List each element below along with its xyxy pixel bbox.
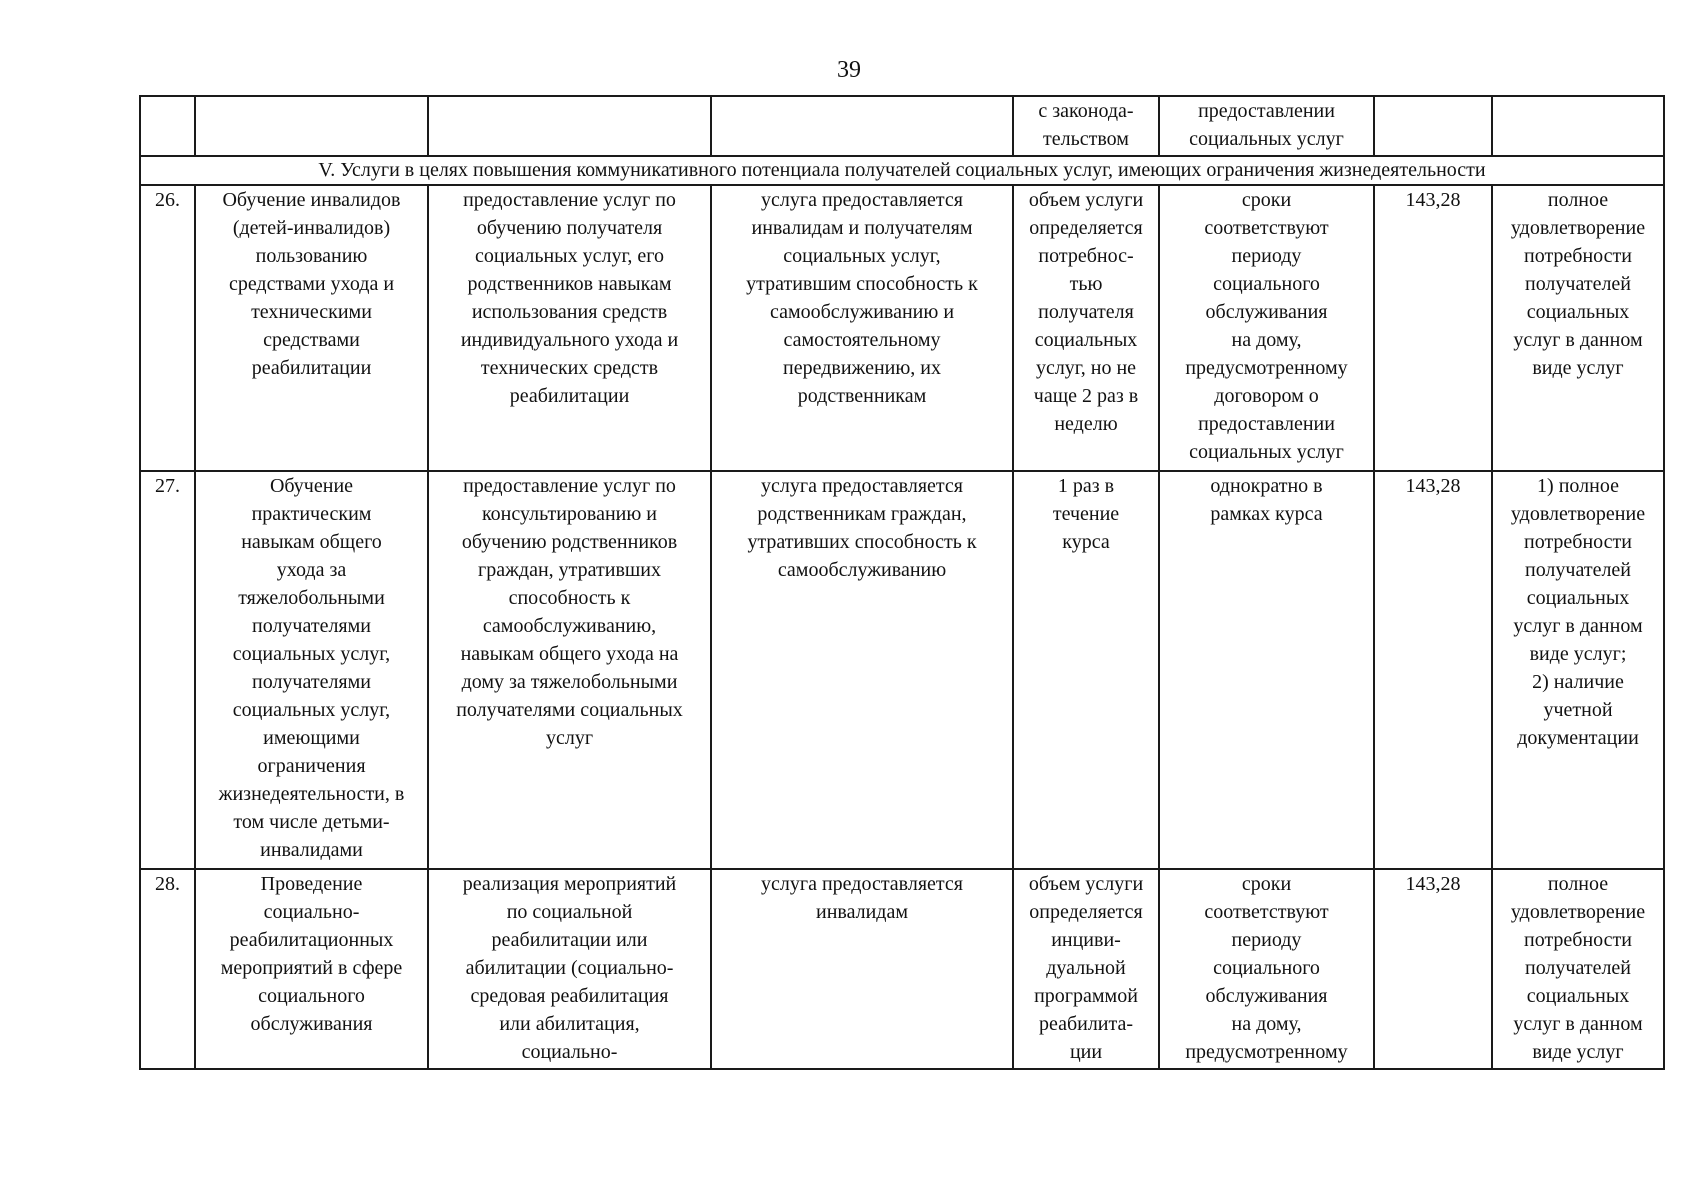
service-terms: сроки соответствуют периоду социального обслуживания на дому, предусмотренному договором о предоставлении социальных услуг bbox=[1159, 185, 1374, 471]
header-cell-terms: предоставлении социальных услуг bbox=[1159, 96, 1374, 156]
service-price: 143,28 bbox=[1374, 471, 1492, 869]
service-volume: 1 раз в течение курса bbox=[1013, 471, 1159, 869]
service-recipients: услуга предоставляется инвалидам и получателям социальных услуг, утратившим способность к самообслуживанию и самостоятельному передвижению, их родственникам bbox=[711, 185, 1013, 471]
service-price: 143,28 bbox=[1374, 869, 1492, 1069]
service-terms: однократно в рамках курса bbox=[1159, 471, 1374, 869]
header-continuation-row bbox=[140, 96, 1664, 156]
section-row bbox=[140, 156, 1664, 185]
service-recipients: услуга предоставляется родственникам граждан, утративших способность к самообслуживанию bbox=[711, 471, 1013, 869]
service-description: реализация мероприятий по социальной реабилитации или абилитации (социально- средовая реабилитация или абилитация, социально- bbox=[428, 869, 711, 1069]
service-recipients: услуга предоставляется инвалидам bbox=[711, 869, 1013, 1069]
service-price: 143,28 bbox=[1374, 185, 1492, 471]
service-criteria: полное удовлетворение потребности получателей социальных услуг в данном виде услуг bbox=[1492, 185, 1664, 471]
row-number: 27. bbox=[140, 471, 195, 869]
row-number: 26. bbox=[140, 185, 195, 471]
row-number: 28. bbox=[140, 869, 195, 1069]
service-volume: объем услуги определяется инциви- дуальной программой реабилита- ции bbox=[1013, 869, 1159, 1069]
page-number: 39 bbox=[837, 57, 861, 83]
table-row bbox=[140, 471, 1664, 869]
header-cell-volume: с законода- тельством bbox=[1013, 96, 1159, 156]
service-name: Проведение социально- реабилитационных мероприятий в сфере социального обслуживания bbox=[195, 869, 428, 1069]
service-terms: сроки соответствуют периоду социального обслуживания на дому, предусмотренному bbox=[1159, 869, 1374, 1069]
service-description: предоставление услуг по обучению получателя социальных услуг, его родственников навыкам использования средств индивидуального ухода и технических средств реабилитации bbox=[428, 185, 711, 471]
service-name: Обучение инвалидов (детей-инвалидов) пользованию средствами ухода и техническими средствами реабилитации bbox=[195, 185, 428, 471]
header-cell-description bbox=[428, 96, 711, 156]
header-cell-price bbox=[1374, 96, 1492, 156]
section-title: V. Услуги в целях повышения коммуникативного потенциала получателей социальных услуг, имеющих ограничения жизнедеятельности bbox=[140, 156, 1664, 185]
service-description: предоставление услуг по консультированию и обучению родственников граждан, утративших способность к самообслуживанию, навыкам общего ухода на дому за тяжелобольными получателями социальных услуг bbox=[428, 471, 711, 869]
header-cell-recipients bbox=[711, 96, 1013, 156]
service-name: Обучение практическим навыкам общего ухода за тяжелобольными получателями социальных услуг, получателями социальных услуг, имеющими ограничения жизнедеятельности, в том числе детьми- инвалидами bbox=[195, 471, 428, 869]
services-table bbox=[139, 95, 1665, 1070]
service-criteria: 1) полное удовлетворение потребности получателей социальных услуг в данном виде услуг; 2) наличие учетной документации bbox=[1492, 471, 1664, 869]
header-cell-num bbox=[140, 96, 195, 156]
service-volume: объем услуги определяется потребнос- тью получателя социальных услуг, но не чаще 2 раз в неделю bbox=[1013, 185, 1159, 471]
header-cell-name bbox=[195, 96, 428, 156]
table-row bbox=[140, 869, 1664, 1069]
table-row bbox=[140, 185, 1664, 471]
header-cell-criteria bbox=[1492, 96, 1664, 156]
service-criteria: полное удовлетворение потребности получателей социальных услуг в данном виде услуг bbox=[1492, 869, 1664, 1069]
